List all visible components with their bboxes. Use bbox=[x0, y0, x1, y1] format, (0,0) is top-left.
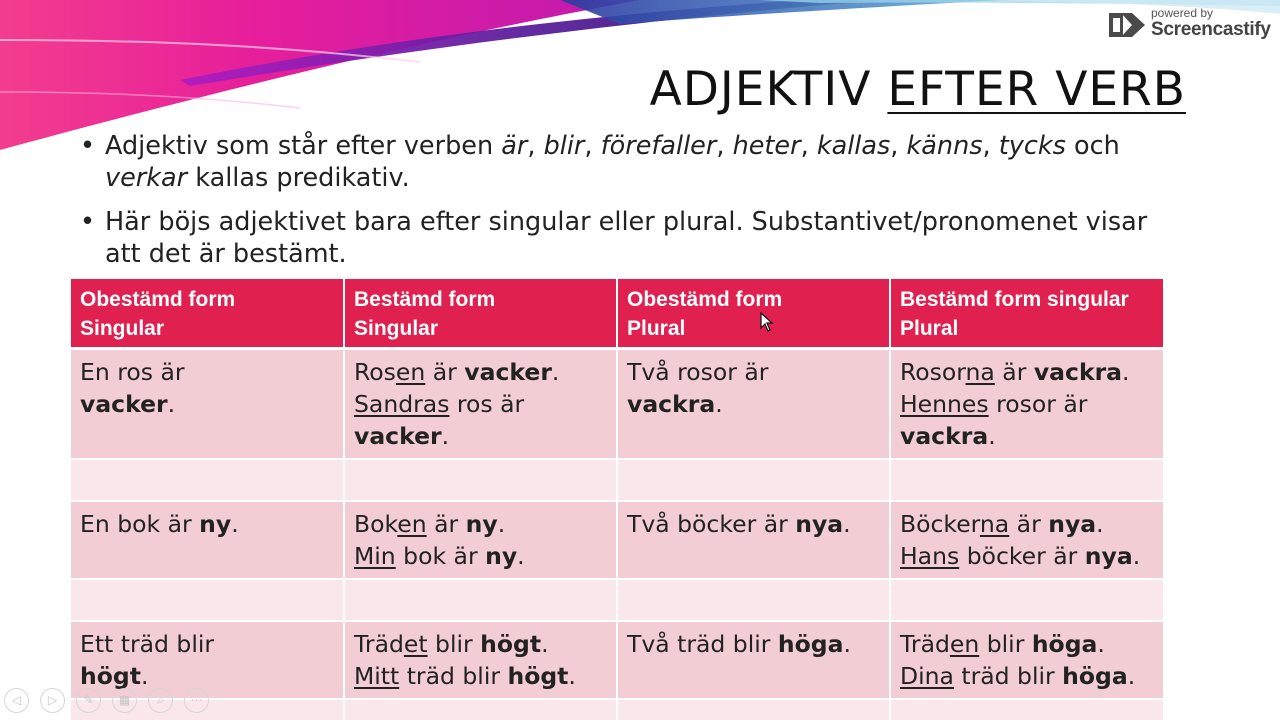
table-cell bbox=[617, 579, 890, 621]
adjective-bold: ny bbox=[199, 510, 232, 538]
determiner-underlined: en bbox=[397, 510, 427, 538]
screencastify-logo-icon bbox=[1108, 10, 1146, 40]
table-row bbox=[71, 501, 1163, 579]
bullet-text: Adjektiv som står efter verben bbox=[105, 131, 502, 161]
adjective-bold: nya bbox=[1048, 510, 1097, 538]
table-header-row bbox=[71, 279, 1163, 349]
table-cell bbox=[890, 459, 1163, 501]
determiner-underlined: en bbox=[395, 358, 426, 386]
determiner-underlined: Mitt bbox=[354, 662, 400, 690]
adjective-bold: höga bbox=[1031, 630, 1098, 658]
cell-text: blir bbox=[979, 630, 1032, 658]
table-row bbox=[71, 621, 1163, 699]
header-line-2: Plural bbox=[627, 317, 686, 340]
cell-text: rosor är bbox=[988, 390, 1088, 418]
cell-text: bok är bbox=[395, 542, 486, 570]
table-cell bbox=[71, 349, 344, 460]
table-cell bbox=[71, 621, 344, 699]
pen-icon: ✎ bbox=[83, 693, 94, 707]
cell-text: Två böcker är bbox=[627, 510, 796, 538]
determiner-underlined: Hans bbox=[900, 542, 960, 570]
screencastify-brand-label: Screencastify bbox=[1151, 19, 1271, 40]
determiner-underlined: et bbox=[403, 630, 428, 658]
cell-text: är bbox=[994, 358, 1034, 386]
bullet-text: , bbox=[982, 131, 999, 161]
determiner-underlined: na bbox=[979, 510, 1010, 538]
cell-text: Träd bbox=[354, 630, 404, 658]
table-row bbox=[71, 579, 1163, 621]
bullet-dot-icon: • bbox=[80, 207, 96, 237]
cell-text: blir bbox=[427, 630, 481, 658]
cell-text: är bbox=[1009, 510, 1049, 538]
cell-text: . bbox=[988, 422, 996, 450]
title-part-1: ADJEKTIV bbox=[649, 62, 888, 117]
table-cell bbox=[890, 579, 1163, 621]
header-line-1: Bestämd form bbox=[354, 288, 496, 311]
adjective-bold: vacker bbox=[464, 358, 552, 386]
table-cell bbox=[71, 501, 344, 579]
cell-text: Rosor bbox=[900, 358, 966, 386]
adjective-bold: nya bbox=[1084, 542, 1133, 570]
cell-text: . bbox=[541, 630, 549, 658]
cell-text: . bbox=[568, 662, 576, 690]
cell-text: . bbox=[843, 630, 851, 658]
table-cell bbox=[71, 579, 344, 621]
slides-grid-icon: ▦ bbox=[118, 693, 131, 707]
cell-text: . bbox=[1127, 662, 1136, 690]
cell-text: . bbox=[140, 662, 149, 690]
cell-text: . bbox=[1122, 358, 1130, 386]
bullet-text: , bbox=[800, 131, 817, 161]
adjective-bold: vackra bbox=[1033, 358, 1123, 386]
adjective-bold: ny bbox=[465, 510, 498, 538]
adjective-bold: höga bbox=[1062, 662, 1128, 690]
header-line-2: Singular bbox=[354, 317, 439, 340]
previous-slide-button[interactable] bbox=[4, 688, 29, 713]
cell-text: Böcker bbox=[900, 510, 980, 538]
header-cell bbox=[71, 279, 344, 349]
cell-text: . bbox=[497, 510, 506, 538]
header-line-1: Bestämd form singular bbox=[900, 288, 1129, 311]
cell-text: . bbox=[1096, 510, 1104, 538]
determiner-underlined: Min bbox=[354, 542, 396, 570]
table-cell bbox=[617, 621, 890, 699]
cell-text: Två rosor är bbox=[627, 358, 769, 386]
mouse-cursor-icon bbox=[760, 312, 774, 332]
table-cell bbox=[344, 579, 617, 621]
header-line-1: Obestämd form bbox=[80, 288, 236, 311]
next-slide-icon: ▷ bbox=[47, 693, 58, 707]
more-options-icon: ⋯ bbox=[190, 693, 203, 707]
table-cell bbox=[71, 459, 344, 501]
table-cell bbox=[890, 699, 1163, 720]
bullet-text: , bbox=[890, 131, 907, 161]
bullet-verb-italic: verkar bbox=[105, 163, 188, 193]
bullet-dot-icon: • bbox=[80, 131, 96, 161]
table-row bbox=[71, 349, 1163, 460]
table-row bbox=[71, 459, 1163, 501]
bullet-item bbox=[80, 130, 1190, 194]
cell-text: . bbox=[1132, 542, 1141, 570]
pen-button[interactable] bbox=[76, 688, 101, 713]
bullet-list bbox=[80, 130, 1190, 282]
header-cell bbox=[890, 279, 1163, 349]
table-cell bbox=[344, 501, 617, 579]
cell-text: . bbox=[551, 358, 560, 386]
adjective-bold: ny bbox=[485, 542, 518, 570]
cell-text: ros är bbox=[449, 390, 525, 418]
table-cell bbox=[890, 621, 1163, 699]
table-cell bbox=[617, 459, 890, 501]
table-cell bbox=[344, 699, 617, 720]
bullet-verb-italic: heter bbox=[732, 131, 801, 161]
adjective-table bbox=[71, 279, 1163, 720]
bullet-text: Här böjs adjektivet bara efter singular eller plural. Substantivet/pronomenet visar att det är bestämt. bbox=[105, 207, 1148, 269]
cell-text: Ros bbox=[354, 358, 396, 386]
table-cell bbox=[890, 349, 1163, 460]
slides-grid-button[interactable] bbox=[112, 688, 137, 713]
cell-text: böcker är bbox=[959, 542, 1085, 570]
cell-text: En ros är bbox=[80, 358, 185, 386]
cell-text: . bbox=[715, 390, 723, 418]
bullet-text: , bbox=[584, 131, 601, 161]
adjective-bold: högt bbox=[507, 662, 569, 690]
bullet-verb-italic: förefaller bbox=[600, 131, 717, 161]
bullet-text: kallas predikativ. bbox=[187, 163, 410, 193]
table-cell bbox=[344, 349, 617, 460]
header-line-2: Plural bbox=[900, 317, 959, 340]
cell-text: Bok bbox=[354, 510, 398, 538]
bullet-text: , bbox=[527, 131, 544, 161]
cell-text: . bbox=[517, 542, 525, 570]
table-cell bbox=[890, 501, 1163, 579]
header-line-1: Obestämd form bbox=[627, 288, 783, 311]
adjective-bold: vackra bbox=[627, 390, 716, 418]
previous-slide-icon: ◁ bbox=[11, 693, 22, 707]
cell-text: . bbox=[1097, 630, 1105, 658]
determiner-underlined: Dina bbox=[900, 662, 954, 690]
table-cell bbox=[617, 349, 890, 460]
bullet-verb-italic: känns bbox=[906, 131, 983, 161]
header-cell bbox=[617, 279, 890, 349]
adjective-bold: höga bbox=[777, 630, 844, 658]
determiner-underlined: na bbox=[965, 358, 995, 386]
table-cell bbox=[344, 459, 617, 501]
bullet-verb-italic: blir bbox=[543, 131, 585, 161]
bullet-verb-italic: kallas bbox=[816, 131, 891, 161]
adjective-bold: vacker bbox=[80, 390, 168, 418]
cell-text: En bok är bbox=[80, 510, 200, 538]
determiner-underlined: en bbox=[949, 630, 980, 658]
adjective-bold: vackra bbox=[900, 422, 989, 450]
cell-text: är bbox=[425, 358, 465, 386]
cell-text: . bbox=[231, 510, 239, 538]
zoom-button[interactable] bbox=[148, 688, 173, 713]
cell-text: träd blir bbox=[399, 662, 508, 690]
next-slide-button[interactable] bbox=[40, 688, 65, 713]
table-cell bbox=[617, 699, 890, 720]
header-line-2: Singular bbox=[80, 317, 165, 340]
determiner-underlined: Hennes bbox=[900, 390, 989, 418]
slide-title bbox=[650, 62, 1186, 117]
bullet-verb-italic: är bbox=[501, 131, 528, 161]
table-body bbox=[71, 349, 1163, 720]
table-cell bbox=[617, 501, 890, 579]
bullet-verb-italic: tycks bbox=[998, 131, 1066, 161]
table-row bbox=[71, 699, 1163, 720]
screencastify-watermark bbox=[1108, 4, 1274, 44]
cell-text: Träd bbox=[900, 630, 950, 658]
header-cell bbox=[344, 279, 617, 349]
bullet-text: och bbox=[1065, 131, 1120, 161]
table-cell bbox=[344, 621, 617, 699]
cell-text: . bbox=[441, 422, 450, 450]
adjective-bold: högt bbox=[80, 662, 141, 690]
bullet-item bbox=[80, 206, 1190, 270]
cell-text: Ett träd blir bbox=[80, 630, 215, 658]
adjective-bold: högt bbox=[480, 630, 542, 658]
cell-text: träd blir bbox=[953, 662, 1063, 690]
zoom-icon: ⌕ bbox=[157, 693, 164, 707]
adjective-bold: nya bbox=[795, 510, 844, 538]
adjective-bold: vacker bbox=[354, 422, 442, 450]
bullet-text: , bbox=[716, 131, 733, 161]
cell-text: Två träd blir bbox=[627, 630, 778, 658]
powered-by-label: powered by bbox=[1151, 6, 1214, 20]
cell-text: är bbox=[426, 510, 466, 538]
determiner-underlined: Sandras bbox=[354, 390, 450, 418]
cell-text: . bbox=[167, 390, 176, 418]
title-part-2-underlined: EFTER VERB bbox=[887, 62, 1186, 117]
more-options-button[interactable] bbox=[184, 688, 209, 713]
cell-text: . bbox=[843, 510, 851, 538]
